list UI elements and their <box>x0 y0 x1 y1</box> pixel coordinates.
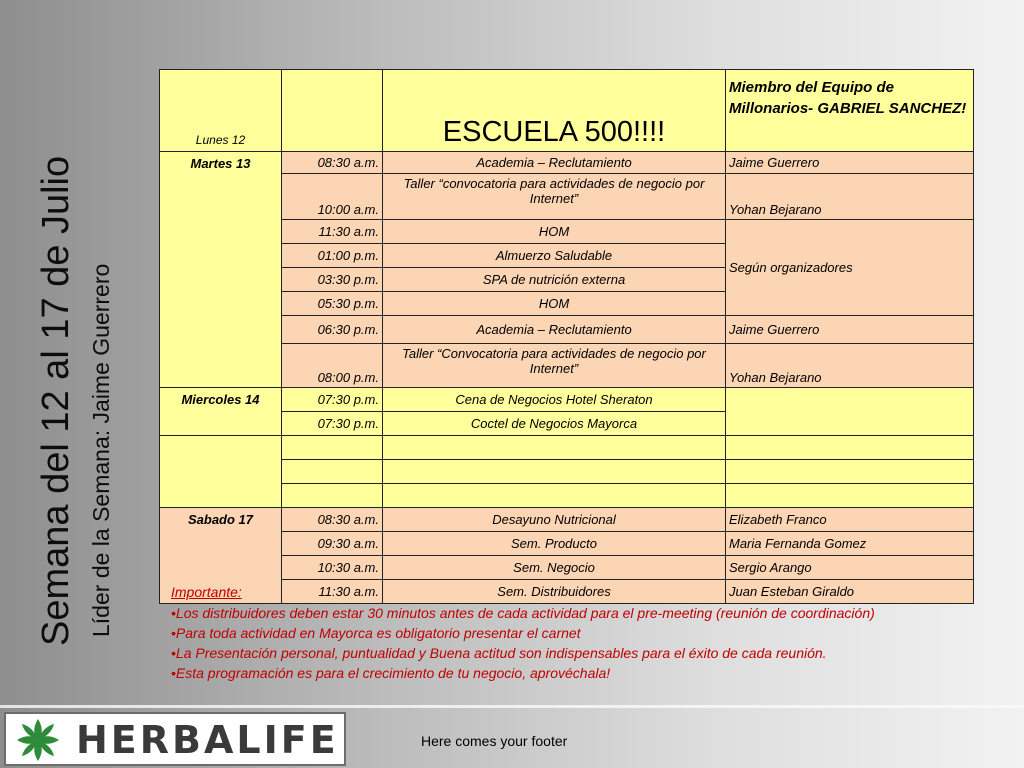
table-row <box>160 532 974 556</box>
activity-cell <box>383 484 726 508</box>
person-cell: Jaime Guerrero <box>726 316 974 344</box>
activity-cell: Sem. Distribuidores <box>383 580 726 604</box>
activity-cell: SPA de nutrición externa <box>383 268 726 292</box>
note-item: •Los distribuidores deben estar 30 minutos antes de cada actividad para el pre-meeting (reunión de coordinación) <box>171 605 875 621</box>
person-cell: Maria Fernanda Gomez <box>726 532 974 556</box>
time-cell: 08:00 p.m. <box>282 344 383 388</box>
activity-cell: Academia – Reclutamiento <box>383 316 726 344</box>
activity-cell <box>383 436 726 460</box>
time-cell: 10:30 a.m. <box>282 556 383 580</box>
table-header-row <box>160 70 974 152</box>
time-cell: 09:30 a.m. <box>282 532 383 556</box>
activity-cell: Academia – Reclutamiento <box>383 152 726 174</box>
herbalife-logo <box>4 712 346 766</box>
time-cell: 11:30 a.m. <box>282 580 383 604</box>
team-member: Miembro del Equipo de Millonarios- GABRIEL SANCHEZ! <box>726 70 974 152</box>
person-cell <box>726 460 974 484</box>
activity-cell: Taller “convocatoria para actividades de negocio por Internet” <box>383 174 726 220</box>
person-cell: Yohan Bejarano <box>726 174 974 220</box>
logo-wordmark: HERBALIFE <box>76 718 339 762</box>
important-label: Importante: <box>171 584 242 600</box>
time-cell: 05:30 p.m. <box>282 292 383 316</box>
week-title: Semana del 12 al 17 de Julio <box>35 155 77 646</box>
side-title-area <box>0 0 150 650</box>
day-lunes: Lunes 12 <box>160 70 282 152</box>
person-cell <box>726 388 974 436</box>
person-cell-group: Según organizadores <box>726 220 974 316</box>
table-row <box>160 508 974 532</box>
time-cell: 10:00 a.m. <box>282 174 383 220</box>
schedule-table <box>159 69 974 604</box>
table-row <box>160 580 974 604</box>
person-cell: Jaime Guerrero <box>726 152 974 174</box>
table-row-empty <box>160 460 974 484</box>
note-item: •Para toda actividad en Mayorca es obligatorio presentar el carnet <box>171 625 581 641</box>
table-row <box>160 556 974 580</box>
activity-cell <box>383 460 726 484</box>
time-cell: 03:30 p.m. <box>282 268 383 292</box>
herbalife-leaf-icon <box>14 717 62 763</box>
time-cell: 07:30 p.m. <box>282 412 383 436</box>
header-time-cell <box>282 70 383 152</box>
activity-cell: Sem. Producto <box>383 532 726 556</box>
table-row <box>160 316 974 344</box>
footer-text: Here comes your footer <box>421 733 568 749</box>
table-row <box>160 220 974 244</box>
time-cell: 11:30 a.m. <box>282 220 383 244</box>
activity-cell: Taller “Convocatoria para actividades de negocio por Internet” <box>383 344 726 388</box>
time-cell <box>282 460 383 484</box>
activity-cell: Sem. Negocio <box>383 556 726 580</box>
person-cell <box>726 436 974 460</box>
time-cell: 08:30 a.m. <box>282 508 383 532</box>
event-title: ESCUELA 500!!!! <box>383 70 726 152</box>
time-cell: 08:30 a.m. <box>282 152 383 174</box>
activity-cell: Cena de Negocios Hotel Sheraton <box>383 388 726 412</box>
activity-cell: HOM <box>383 220 726 244</box>
day-martes: Martes 13 <box>160 152 282 388</box>
table-row-empty <box>160 484 974 508</box>
person-cell: Juan Esteban Giraldo <box>726 580 974 604</box>
table-row-empty <box>160 436 974 460</box>
day-cell-empty <box>160 436 282 508</box>
activity-cell: HOM <box>383 292 726 316</box>
footer-divider <box>0 705 1024 708</box>
person-cell: Sergio Arango <box>726 556 974 580</box>
activity-cell: Desayuno Nutricional <box>383 508 726 532</box>
activity-cell: Almuerzo Saludable <box>383 244 726 268</box>
day-miercoles: Miercoles 14 <box>160 388 282 436</box>
note-item: •Esta programación es para el crecimiento de tu negocio, aprovéchala! <box>171 665 611 681</box>
person-cell: Yohan Bejarano <box>726 344 974 388</box>
person-cell <box>726 484 974 508</box>
time-cell: 01:00 p.m. <box>282 244 383 268</box>
day-sabado: Sabado 17 <box>160 508 282 604</box>
person-cell: Elizabeth Franco <box>726 508 974 532</box>
table-row <box>160 388 974 412</box>
note-item: •La Presentación personal, puntualidad y Buena actitud son indispensables para el éxito de cada reunión. <box>171 645 827 661</box>
table-row <box>160 344 974 388</box>
time-cell <box>282 436 383 460</box>
time-cell <box>282 484 383 508</box>
table-row <box>160 152 974 174</box>
activity-cell: Coctel de Negocios Mayorca <box>383 412 726 436</box>
table-row <box>160 174 974 220</box>
time-cell: 07:30 p.m. <box>282 388 383 412</box>
week-leader: Líder de la Semana: Jaime Guerrero <box>88 263 114 637</box>
time-cell: 06:30 p.m. <box>282 316 383 344</box>
important-notes <box>171 603 991 683</box>
